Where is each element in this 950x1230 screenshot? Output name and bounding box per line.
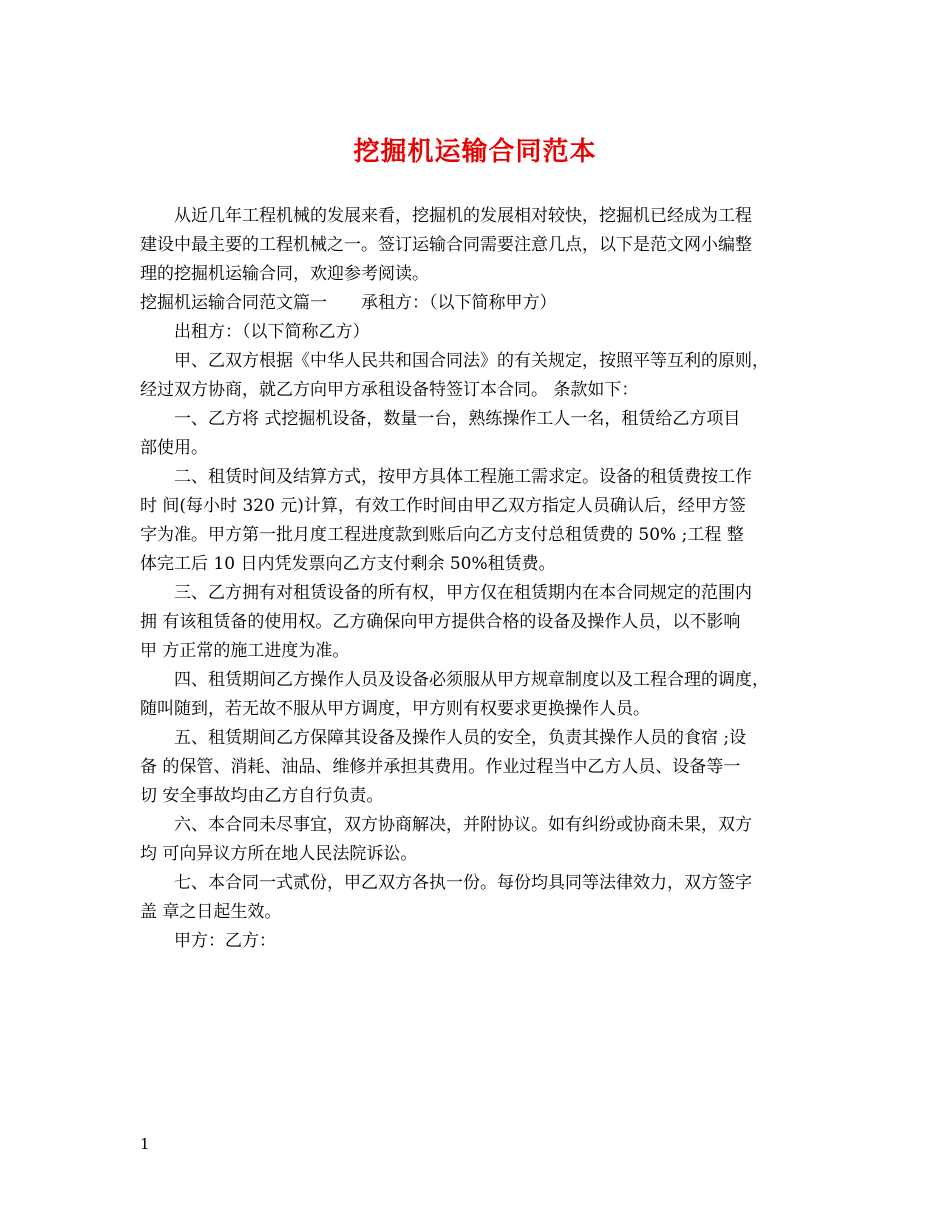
text-line: 拥 有该租赁备的使用权。乙方确保向甲方提供合格的设备及操作人员，以不影响	[140, 612, 741, 632]
text-line: 六、本合同未尽事宜，双方协商解决，并附协议。如有纠纷或协商未果，双方	[174, 815, 752, 835]
text-line: 盖 章之日起生效。	[140, 902, 282, 922]
text-line: 体完工后 10 日内凭发票向乙方支付剩余 50%租赁费。	[140, 554, 556, 574]
text-line: 备 的保管、消耗、油品、维修并承担其费用。作业过程当中乙方人员、设备等一	[140, 757, 741, 777]
text-line: 随叫随到，若无故不服从甲方调度，甲方则有权要求更换操作人员。	[140, 699, 650, 719]
text-line: 部使用。	[140, 438, 208, 458]
text-line: 字为准。甲方第一批月度工程进度款到账后向乙方支付总租赁费的 50% ;工程 整	[140, 525, 744, 545]
text-line: 甲 方正常的施工进度为准。	[140, 641, 350, 661]
text-line: 理的挖掘机运输合同，欢迎参考阅读。	[140, 264, 429, 284]
text-line: 挖掘机运输合同范文篇一 承租方：（以下简称甲方）	[140, 293, 557, 313]
document-title: 挖掘机运输合同范本	[353, 137, 597, 167]
text-line: 二、租赁时间及结算方式，按甲方具体工程施工需求定。设备的租赁费按工作	[174, 467, 752, 487]
text-line: 经过双方协商，就乙方向甲方承租设备特签订本合同。 条款如下：	[140, 380, 639, 400]
text-line: 甲方：乙方：	[174, 931, 276, 951]
text-line: 七、本合同一式贰份，甲乙双方各执一份。每份均具同等法律效力，双方签字	[174, 873, 752, 893]
text-line: 四、租赁期间乙方操作人员及设备必须服从甲方规章制度以及工程合理的调度，	[174, 670, 769, 690]
document-body	[140, 202, 812, 956]
text-line: 五、租赁期间乙方保障其设备及操作人员的安全，负责其操作人员的食宿 ;设	[174, 728, 747, 748]
text-line: 出租方：（以下简称乙方）	[174, 322, 370, 342]
text-line: 建设中最主要的工程机械之一。签订运输合同需要注意几点，以下是范文网小编整	[140, 235, 752, 255]
text-line: 一、乙方将 式挖掘机设备，数量一台，熟练操作工人一名，租赁给乙方项目	[174, 409, 741, 429]
text-line: 从近几年工程机械的发展来看，挖掘机的发展相对较快，挖掘机已经成为工程	[174, 206, 752, 226]
page-number: 1	[140, 1135, 150, 1153]
text-line: 时 间(每小时 320 元)计算，有效工作时间由甲乙双方指定人员确认后，经甲方签	[140, 496, 746, 516]
text-line: 三、乙方拥有对租赁设备的所有权，甲方仅在租赁期内在本合同规定的范围内	[174, 583, 752, 603]
text-line: 切 安全事故均由乙方自行负责。	[140, 786, 384, 806]
text-line: 甲、乙双方根据《中华人民共和国合同法》的有关规定，按照平等互利的原则，	[174, 351, 769, 371]
text-line: 均 可向异议方所在地人民法院诉讼。	[140, 844, 418, 864]
